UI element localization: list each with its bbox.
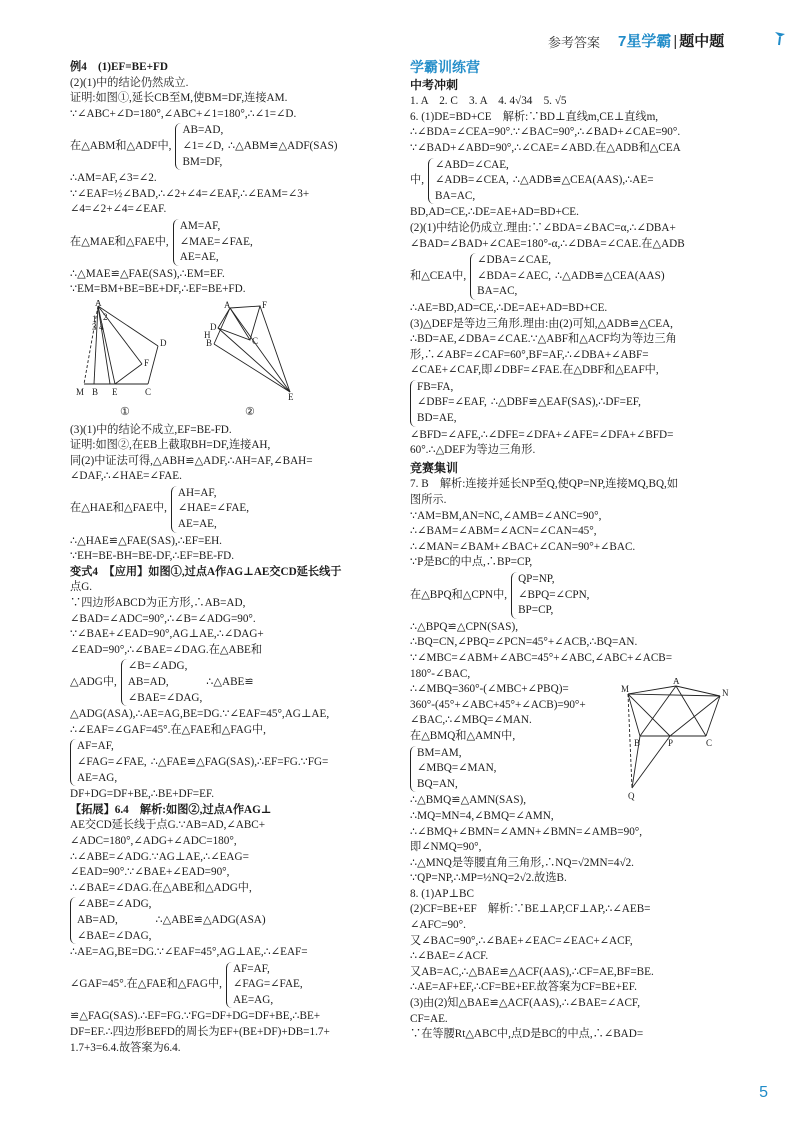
text-line: ∵EM=BM+BE=BE+DF,∴EF=BE+FD. (70, 283, 246, 296)
svg-text:A: A (673, 678, 680, 687)
text-line: (3)由(2)知△BAE≌△ACF(AAS),∴∠BAE=∠ACF, (410, 997, 641, 1010)
text-line: CF=AE. (410, 1012, 448, 1025)
proof-system: 在△HAE和△FAE中, AH=AF, ∠HAE=∠FAE, AE=AE, (70, 485, 392, 534)
svg-text:D: D (210, 321, 217, 332)
text-line: DF=EF.∴四边形BEFD的周长为EF+(BE+DF)+DB=1.7+ (70, 1026, 330, 1039)
text-line: 又∠BAC=90°,∴∠BAE+∠EAC=∠EAC+∠ACF, (410, 934, 633, 947)
text-line: ∠DAF,∴∠HAE=∠FAE. (70, 470, 182, 483)
text-line: ∠BAD=∠BAD+∠CAE=180°-α,∴∠DBA=∠CAE.在△ADB (410, 237, 685, 250)
text-line: ∵∠ABC+∠D=180°,∠ABC+∠1=180°,∴∠1=∠D. (70, 107, 297, 120)
text-line: ∴BD=AE,∠DBA=∠CAE.∵△ABF和△ACF均为等边三角 (410, 333, 677, 346)
svg-text:A: A (224, 299, 231, 310)
right-column (410, 60, 732, 1043)
text-line: 1.7+3=6.4.故答案为6.4. (70, 1041, 181, 1054)
text-line: ∴AE=AF+EF,∴CF=BE+EF.故答案为CF=BE+EF. (410, 981, 637, 994)
subsection-exam: 中考冲刺 (410, 77, 459, 92)
q7-text-block (410, 682, 620, 809)
text-line: AE交CD延长线于点G.∵AB=AD,∠ABC+ (70, 819, 266, 832)
svg-text:D: D (160, 337, 167, 348)
extension-title: 【拓展】6.4 解析:如图②,过点A作AG⊥ (70, 803, 272, 816)
proof-system: 和△CEA中, ∠DBA=∠CAE, ∠BDA=∠AEC, BA=AC, ∴△ADB≌△CEA(AAS) (410, 252, 732, 301)
text-line: ∴∠ABE=∠ADG.∵AG⊥AE,∴∠EAG= (70, 850, 249, 863)
page-header (0, 8, 800, 64)
text-line: 证明:如图①,延长CB至M,使BM=DF,连接AM. (70, 92, 288, 105)
header-label: 参考答案 (548, 35, 601, 50)
svg-text:M: M (621, 684, 630, 695)
proof-system: AF=AF, ∠FAG=∠FAE, AE=AG, ∴△FAE≌△FAG(SAS),∴EF=FG.∵FG= (70, 738, 392, 787)
proof-system: BM=AM, ∠MBQ=∠MAN, BQ=AN, (410, 746, 620, 793)
figure-1 (70, 300, 180, 421)
svg-text:F: F (144, 357, 150, 368)
text-line: ∵∠MBC=∠ABM+∠ABC=45°+∠ABC,∠ABC+∠ACB= (410, 651, 673, 664)
text-line: (3)△DEF是等边三角形.理由:由(2)可知,△ADB≌△CEA, (410, 317, 673, 330)
svg-text:A: A (95, 299, 102, 308)
text-line: ∵P是BC的中点,∴BP=CP, (410, 556, 533, 569)
text-line: ∴△BPQ≌△CPN(SAS), (410, 620, 518, 633)
brand-name: 7星学霸 (618, 33, 672, 50)
text-line: ∴∠MAN=∠BAM+∠BAC+∠CAN=90°+∠BAC. (410, 540, 636, 553)
text-line: ∵∠EAF=½∠BAD,∴∠2+∠4=∠EAF,∴∠EAM=∠3+ (70, 187, 310, 200)
proof-system: 在△MAE和△FAE中, AM=AF, ∠MAE=∠FAE, AE=AE, (70, 218, 392, 267)
text-line: ∠EAD=90°,∴∠BAE=∠DAG.在△ABE和 (70, 643, 263, 656)
svg-text:B: B (634, 738, 641, 749)
geometry-figure-1 (70, 300, 180, 405)
text-line: (2)(1)中的结论仍然成立. (70, 76, 189, 89)
text-line: 同(2)中证法可得,△ABH≌△ADF,∴AH=AF,∠BAH= (70, 454, 313, 467)
text-line: 点G. (70, 581, 93, 594)
text-line: ∠BAD=∠ADC=90°,∴∠B=∠ADG=90°. (70, 612, 256, 625)
text-line: ∴∠MBQ=360°-(∠MBC+∠PBQ)= (410, 683, 569, 696)
svg-text:Q: Q (628, 791, 635, 802)
text-line: DF+DG=DF+BE,∴BE+DF=EF. (70, 788, 215, 801)
text-line: 即∠NMQ=90°, (410, 841, 482, 854)
text-line: ∵EH=BE-BH=BE-DF,∴EF=BE-FD. (70, 550, 235, 563)
text-line: ∴∠BAE=∠ACF. (410, 950, 489, 963)
figure-1-caption: ① (119, 405, 131, 418)
svg-text:H: H (204, 329, 211, 340)
text-line: (2)CF=BE+EF 解析:∵BE⊥AP,CF⊥AP,∴∠AEB= (410, 903, 651, 916)
text-line: BD,AD=CE,∴DE=AE+AD=BD+CE. (410, 206, 579, 219)
figure-row (70, 300, 392, 421)
brand-separator: | (673, 33, 678, 50)
text-line: ∴∠BMQ+∠BMN=∠AMN+∠BMN=∠AMB=90°, (410, 825, 643, 838)
svg-text:3: 3 (92, 321, 97, 332)
proof-system: ∠ABE=∠ADG, AB=AD, ∠BAE=∠DAG, ∴△ABE≌△ADG(ASA) (70, 896, 392, 945)
svg-text:4: 4 (99, 321, 104, 332)
svg-text:B: B (206, 337, 213, 348)
proof-system: △ADG中, ∠B=∠ADG, AB=AD, ∠BAE=∠DAG, ∴△ABE≌ (70, 658, 392, 707)
text-line: ∴∠BDA=∠CEA=90°.∵∠BAC=90°,∴∠BAD+∠CAE=90°. (410, 126, 681, 139)
page-number: 5 (759, 1084, 768, 1101)
answers-line: 1. A 2. C 3. A 4. 4√34 5. √5 (410, 95, 567, 108)
text-line: (3)(1)中的结论不成立,EF=BE-FD. (70, 423, 232, 436)
text-line: 360°-(45°+∠ABC+45°+∠ACB)=90°+ (410, 698, 586, 711)
text-line: ∵∠BAD+∠ABD=90°,∴∠CAE=∠ABD.在△ADB和△CEA (410, 141, 681, 154)
text-line: ∵∠BAE+∠EAD=90°,AG⊥AE,∴∠DAG+ (70, 628, 264, 641)
text-line: ∴AM=AF,∠3=∠2. (70, 172, 157, 185)
svg-text:N: N (722, 688, 729, 699)
text-line: 又AB=AC,∴△BAE≌△ACF(AAS),∴CF=AE,BF=BE. (410, 965, 654, 978)
text-line: ∠BAC,∴∠MBQ=∠MAN. (410, 714, 532, 727)
text-line: ≌△FAG(SAS).∴EF=FG.∵FG=DF+DG=DF+BE,∴BE+ (70, 1010, 321, 1023)
text-line: ∴BQ=CN,∠PBQ=∠PCN=45°+∠ACB,∴BQ=AN. (410, 636, 638, 649)
text-line: 7. B 解析:连接并延长NP至Q,使QP=NP,连接MQ,BQ,如 (410, 478, 679, 491)
text-line: ∴∠BAM=∠ABM=∠ACN=∠CAN=45°, (410, 525, 597, 538)
text-line: 180°-∠BAC, (410, 667, 471, 680)
text-line: 8. (1)AP⊥BC (410, 887, 474, 900)
text-line: 60°.∴△DEF为等边三角形. (410, 444, 536, 457)
text-line: ∠BFD=∠AFE,∴∠DFE=∠DFA+∠AFE=∠DFA+∠BFD= (410, 428, 674, 441)
text-line: ∴∠EAF=∠GAF=45°.在△FAE和△FAG中, (70, 723, 266, 736)
proof-system: 在△BPQ和△CPN中, QP=NP, ∠BPQ=∠CPN, BP=CP, (410, 571, 732, 620)
svg-text:M: M (76, 386, 85, 397)
text-line: ∠EAD=90°.∵∠BAE+∠EAD=90°, (70, 866, 230, 879)
text-line: ∠4=∠2+∠4=∠EAF. (70, 203, 167, 216)
proof-system: ∠GAF=45°.在△FAE和△FAG中, AF=AF, ∠FAG=∠FAE, AE=AG, (70, 961, 392, 1010)
text-line: ∴∠BAE=∠DAG.在△ABE和△ADG中, (70, 881, 252, 894)
svg-text:B: B (92, 386, 99, 397)
section-title: 学霸训练营 (410, 59, 480, 75)
text-line: ∠ADC=180°,∠ADG+∠ADC=180°, (70, 834, 237, 847)
text-line: ∵QP=NP,∴MP=½NQ=2√2.故选B. (410, 872, 567, 885)
left-column (70, 60, 392, 1056)
text-line: ∵AM=BM,AN=NC,∠AMB=∠ANC=90°, (410, 509, 602, 522)
text-line: ∴AE=AG,BE=DG.∵∠EAF=45°,AG⊥AE,∴∠EAF= (70, 946, 308, 959)
brand-flag-icon (773, 30, 787, 51)
proof-system: FB=FA, ∠DBF=∠EAF, BD=AE, ∴△DBF≌△EAF(SAS),∴DF=EF, (410, 379, 732, 428)
figure-2-caption: ② (244, 405, 256, 418)
svg-text:2: 2 (103, 311, 108, 322)
geometry-figure-q7 (620, 678, 732, 803)
text-line: ∴△HAE≌△FAE(SAS),∴EF=EH. (70, 534, 222, 547)
text-line: ∵在等腰Rt△ABC中,点D是BC的中点,∴∠BAD= (410, 1028, 644, 1041)
text-line: 在△BMQ和△AMN中, (410, 729, 516, 742)
text-line: 证明:如图②,在EB上截取BH=DF,连接AH, (70, 439, 271, 452)
variant-4-title: 变式4 【应用】如图①,过点A作AG⊥AE交CD延长线于 (70, 565, 342, 578)
text-line: ∠AFC=90°. (410, 919, 466, 932)
svg-text:E: E (288, 391, 294, 402)
text-line: (2)(1)中结论仍成立.理由:∵∠BDA=∠BAC=α,∴∠DBA+ (410, 221, 676, 234)
svg-text:C: C (145, 386, 152, 397)
geometry-figure-2 (200, 300, 300, 405)
figure-2 (200, 300, 300, 421)
text-line: 6. (1)DE=BD+CE 解析:∵BD⊥直线m,CE⊥直线m, (410, 110, 659, 123)
svg-text:1: 1 (92, 313, 97, 324)
example-4-title: 例4 (1)EF=BE+FD (70, 61, 168, 73)
svg-text:C: C (252, 335, 259, 346)
svg-text:E: E (112, 386, 118, 397)
text-line: ∴AE=BD,AD=CE,∴DE=AE+AD=BD+CE. (410, 301, 608, 314)
text-line: ∴MQ=MN=4,∠BMQ=∠AMN, (410, 809, 554, 822)
proof-system: 中, ∠ABD=∠CAE, ∠ADB=∠CEA, BA=AC, ∴△ADB≌△CEA(AAS),∴AE= (410, 157, 732, 206)
svg-text:C: C (706, 738, 713, 749)
brand-subtitle: 题中题 (679, 33, 725, 50)
text-line: ∵四边形ABCD为正方形,∴AB=AD, (70, 597, 246, 610)
svg-text:F: F (262, 299, 268, 310)
text-line: 图所示. (410, 494, 447, 507)
text-line: ∴△MNQ是等腰直角三角形,∴NQ=√2MN=4√2. (410, 856, 634, 869)
text-line: ∴△MAE≌△FAE(SAS),∴EM=EF. (70, 267, 225, 280)
proof-system: 在△ABM和△ADF中, AB=AD, ∠1=∠D, BM=DF, ∴△ABM≌△ADF(SAS) (70, 122, 392, 171)
text-line: ∴△BMQ≌△AMN(SAS), (410, 794, 527, 807)
text-line: △ADG(ASA),∴AE=AG,BE=DG.∵∠EAF=45°,AG⊥AE, (70, 708, 330, 721)
header-brand (618, 30, 724, 51)
text-line: 形,∴∠ABF=∠CAF=60°,BF=AF,∴∠DBA+∠ABF= (410, 348, 649, 361)
text-line: ∠CAE+∠CAF,即∠DBF=∠FAE.在△DBF和△EAF中, (410, 364, 659, 377)
subsection-contest: 竞赛集训 (410, 460, 459, 475)
q7-with-figure (410, 678, 732, 809)
svg-text:P: P (668, 738, 674, 749)
